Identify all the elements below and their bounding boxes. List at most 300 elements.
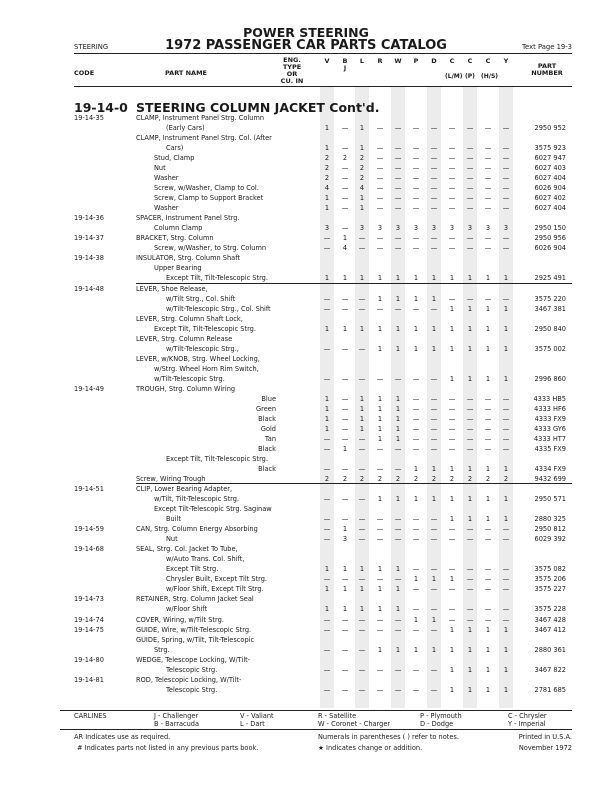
table-row bbox=[0, 584, 612, 594]
quantity-cell: — bbox=[448, 404, 456, 413]
quantity-cell: — bbox=[502, 124, 510, 133]
quantity-cell: — bbox=[323, 374, 331, 383]
quantity-cell: — bbox=[412, 605, 420, 614]
quantity-cell: 1 bbox=[359, 585, 365, 594]
col-header-carline: D bbox=[431, 57, 437, 65]
quantity-cell: — bbox=[484, 444, 492, 453]
table-row bbox=[0, 304, 612, 314]
part-name: Tan bbox=[264, 434, 276, 443]
quantity-cell: 1 bbox=[449, 685, 455, 694]
quantity-cell: 2 bbox=[431, 475, 437, 484]
quantity-cell: — bbox=[376, 164, 384, 173]
quantity-cell: — bbox=[448, 194, 456, 203]
quantity-cell: — bbox=[358, 374, 366, 383]
quantity-cell: — bbox=[430, 535, 438, 544]
part-number: 2925 491 bbox=[534, 274, 566, 283]
quantity-cell: — bbox=[484, 424, 492, 433]
quantity-cell: — bbox=[412, 585, 420, 594]
quantity-cell: — bbox=[341, 144, 349, 153]
quantity-cell: — bbox=[341, 665, 349, 674]
quantity-cell: 1 bbox=[503, 685, 509, 694]
quantity-cell: — bbox=[448, 434, 456, 443]
quantity-cell: — bbox=[376, 304, 384, 313]
quantity-cell: — bbox=[394, 465, 402, 474]
quantity-cell: — bbox=[466, 585, 474, 594]
quantity-cell: — bbox=[394, 174, 402, 183]
quantity-cell: 1 bbox=[503, 465, 509, 474]
quantity-cell: 1 bbox=[377, 434, 383, 443]
part-number: 6029 392 bbox=[534, 535, 566, 544]
quantity-cell: — bbox=[376, 625, 384, 634]
quantity-cell: — bbox=[341, 575, 349, 584]
quantity-cell: — bbox=[466, 294, 474, 303]
quantity-cell: — bbox=[466, 414, 474, 423]
quantity-cell: — bbox=[341, 194, 349, 203]
quantity-cell: — bbox=[430, 304, 438, 313]
printed-in: Printed in U.S.A. bbox=[518, 733, 572, 741]
part-name: Screw, Wiring Trough bbox=[136, 475, 206, 484]
part-name: COVER, Wiring, w/Tilt Strg. bbox=[136, 615, 224, 624]
quantity-cell: 1 bbox=[485, 324, 491, 333]
quantity-cell: — bbox=[394, 164, 402, 173]
quantity-cell: — bbox=[466, 535, 474, 544]
quantity-cell: 1 bbox=[395, 585, 401, 594]
quantity-cell: — bbox=[376, 465, 384, 474]
quantity-cell: 1 bbox=[503, 324, 509, 333]
part-name: TROUGH, Strg. Column Wiring bbox=[136, 384, 236, 393]
quantity-cell: 1 bbox=[431, 465, 437, 474]
quantity-cell: 1 bbox=[359, 124, 365, 133]
quantity-cell: 1 bbox=[324, 605, 330, 614]
part-name: Black bbox=[258, 414, 276, 423]
quantity-cell: — bbox=[394, 515, 402, 524]
col-header-part-name: PART NAME bbox=[165, 69, 207, 77]
quantity-cell: — bbox=[502, 404, 510, 413]
quantity-cell: — bbox=[323, 575, 331, 584]
part-number: 2880 361 bbox=[534, 645, 566, 654]
quantity-cell: 3 bbox=[359, 224, 365, 233]
quantity-cell: — bbox=[466, 234, 474, 243]
quantity-cell: — bbox=[466, 154, 474, 163]
quantity-cell: — bbox=[466, 144, 474, 153]
quantity-cell: — bbox=[502, 154, 510, 163]
quantity-cell: — bbox=[430, 525, 438, 534]
quantity-cell: — bbox=[466, 164, 474, 173]
quantity-cell: 1 bbox=[467, 645, 473, 654]
quantity-cell: 1 bbox=[342, 565, 348, 574]
quantity-cell: 1 bbox=[377, 404, 383, 413]
quantity-cell: — bbox=[466, 575, 474, 584]
quantity-cell: 1 bbox=[503, 665, 509, 674]
quantity-cell: — bbox=[430, 565, 438, 574]
part-name: Except Tilt-Telescopic Strg. Saginaw bbox=[154, 505, 272, 514]
quantity-cell: 1 bbox=[324, 324, 330, 333]
table-row bbox=[0, 635, 612, 645]
table-row bbox=[0, 203, 612, 213]
quantity-cell: — bbox=[358, 515, 366, 524]
group-code: 19-14-73 bbox=[74, 595, 104, 604]
quantity-cell: — bbox=[323, 234, 331, 243]
table-row bbox=[0, 675, 612, 685]
table-row bbox=[0, 294, 612, 304]
quantity-cell: — bbox=[412, 374, 420, 383]
quantity-cell: 1 bbox=[467, 324, 473, 333]
quantity-cell: — bbox=[412, 194, 420, 203]
quantity-cell: 1 bbox=[449, 465, 455, 474]
quantity-cell: — bbox=[412, 154, 420, 163]
part-name: CLIP, Lower Bearing Adapter, bbox=[136, 485, 233, 494]
quantity-cell: — bbox=[502, 204, 510, 213]
col-header-code: CODE bbox=[74, 69, 95, 77]
quantity-cell: — bbox=[502, 615, 510, 624]
quantity-cell: 1 bbox=[449, 665, 455, 674]
quantity-cell: — bbox=[323, 645, 331, 654]
quantity-cell: 1 bbox=[324, 194, 330, 203]
quantity-cell: — bbox=[358, 525, 366, 534]
quantity-cell: — bbox=[484, 605, 492, 614]
quantity-cell: — bbox=[412, 565, 420, 574]
table-row bbox=[0, 153, 612, 163]
part-name: CLAMP, Instrument Panel Strg. Column bbox=[136, 114, 265, 122]
quantity-cell: 1 bbox=[377, 274, 383, 283]
quantity-cell: — bbox=[412, 124, 420, 133]
quantity-cell: — bbox=[448, 184, 456, 193]
quantity-cell: — bbox=[484, 414, 492, 423]
quantity-cell: — bbox=[358, 234, 366, 243]
group-code: 19-14-36 bbox=[74, 214, 104, 223]
quantity-cell: 1 bbox=[413, 575, 419, 584]
quantity-cell: — bbox=[358, 535, 366, 544]
quantity-cell: — bbox=[412, 404, 420, 413]
quantity-cell: 1 bbox=[467, 304, 473, 313]
table-row bbox=[0, 434, 612, 444]
quantity-cell: — bbox=[341, 174, 349, 183]
quantity-cell: — bbox=[394, 615, 402, 624]
carline-legend-item: V - Valiant bbox=[240, 712, 274, 720]
quantity-cell: — bbox=[430, 234, 438, 243]
quantity-cell: 2 bbox=[377, 475, 383, 484]
part-name: Screw, Clamp to Support Bracket bbox=[154, 194, 264, 203]
table-row bbox=[0, 464, 612, 474]
quantity-cell: 1 bbox=[449, 324, 455, 333]
section-title: STEERING COLUMN JACKET Cont'd. bbox=[136, 100, 380, 115]
quantity-cell: — bbox=[341, 495, 349, 504]
carline-legend-item: C - Chrysler bbox=[508, 712, 547, 720]
quantity-cell: 2 bbox=[359, 475, 365, 484]
quantity-cell: — bbox=[502, 575, 510, 584]
quantity-cell: 1 bbox=[413, 465, 419, 474]
table-row bbox=[0, 314, 612, 324]
quantity-cell: — bbox=[394, 154, 402, 163]
quantity-cell: — bbox=[448, 294, 456, 303]
quantity-cell: 1 bbox=[359, 404, 365, 413]
quantity-cell: — bbox=[376, 535, 384, 544]
quantity-cell: — bbox=[394, 525, 402, 534]
part-name: RETAINER, Strg. Column Jacket Seal bbox=[136, 595, 254, 604]
table-row bbox=[0, 615, 612, 625]
quantity-cell: 1 bbox=[503, 625, 509, 634]
quantity-cell: 1 bbox=[467, 685, 473, 694]
col-header-carline: R bbox=[377, 57, 383, 65]
part-name: w/Floor Shift, Except Tilt Strg. bbox=[166, 585, 264, 594]
quantity-cell: 1 bbox=[377, 414, 383, 423]
table-row bbox=[0, 685, 612, 695]
quantity-cell: — bbox=[323, 495, 331, 504]
table-row bbox=[0, 454, 612, 464]
part-name: w/Auto Trans. Col. Shift, bbox=[166, 555, 245, 564]
quantity-cell: — bbox=[484, 164, 492, 173]
quantity-cell: 1 bbox=[359, 204, 365, 213]
quantity-cell: — bbox=[394, 124, 402, 133]
quantity-cell: — bbox=[430, 124, 438, 133]
carline-legend-item: Y - Imperial bbox=[508, 720, 546, 728]
note-numerals: Numerals in parentheses ( ) refer to notes. bbox=[318, 733, 459, 741]
quantity-cell: 3 bbox=[324, 224, 330, 233]
table-row bbox=[0, 284, 612, 294]
quantity-cell: 1 bbox=[395, 324, 401, 333]
quantity-cell: 1 bbox=[431, 495, 437, 504]
part-number: 6027 404 bbox=[534, 204, 566, 213]
quantity-cell: — bbox=[341, 424, 349, 433]
group-code: 19-14-38 bbox=[74, 254, 104, 263]
quantity-cell: — bbox=[430, 665, 438, 674]
part-number: 4333 HT7 bbox=[533, 434, 566, 443]
part-name: Except Tilt, Tilt-Telescopic Strg. bbox=[166, 455, 268, 464]
quantity-cell: — bbox=[430, 414, 438, 423]
part-name: Nut bbox=[166, 535, 178, 544]
quantity-cell: — bbox=[394, 304, 402, 313]
col-header-carline: W bbox=[394, 57, 402, 65]
table-row bbox=[0, 263, 612, 273]
quantity-cell: 1 bbox=[467, 274, 473, 283]
table-row bbox=[0, 324, 612, 334]
quantity-cell: — bbox=[412, 515, 420, 524]
table-row bbox=[0, 123, 612, 133]
carlines-label: CARLINES bbox=[74, 712, 107, 720]
quantity-cell: 1 bbox=[413, 495, 419, 504]
quantity-cell: — bbox=[376, 174, 384, 183]
quantity-cell: — bbox=[323, 244, 331, 253]
quantity-cell: 1 bbox=[395, 394, 401, 403]
table-row bbox=[0, 504, 612, 514]
carline-legend-item: B - Barracuda bbox=[154, 720, 200, 728]
part-number: 6026 904 bbox=[534, 184, 566, 193]
footer-rule-top bbox=[60, 710, 572, 711]
table-row bbox=[0, 655, 612, 665]
quantity-cell: — bbox=[358, 434, 366, 443]
quantity-cell: — bbox=[341, 204, 349, 213]
quantity-cell: — bbox=[466, 184, 474, 193]
part-name: Strg. bbox=[154, 645, 170, 654]
carline-legend-item: W - Coronet - Charger bbox=[318, 720, 391, 728]
quantity-cell: — bbox=[466, 615, 474, 624]
part-name: w/Tilt-Telescopic Strg., Col. Shift bbox=[166, 304, 271, 313]
quantity-cell: — bbox=[341, 374, 349, 383]
part-number: 2950 956 bbox=[534, 234, 566, 243]
part-number: 3575 002 bbox=[534, 344, 566, 353]
quantity-cell: — bbox=[358, 465, 366, 474]
quantity-cell: 1 bbox=[377, 294, 383, 303]
part-name: w/Tilt, Tilt-Telescopic Strg. bbox=[154, 495, 240, 504]
quantity-cell: — bbox=[323, 344, 331, 353]
quantity-cell: 1 bbox=[395, 344, 401, 353]
quantity-cell: 1 bbox=[324, 394, 330, 403]
quantity-cell: — bbox=[376, 244, 384, 253]
quantity-cell: 1 bbox=[377, 645, 383, 654]
table-row bbox=[0, 534, 612, 544]
quantity-cell: 1 bbox=[449, 645, 455, 654]
quantity-cell: — bbox=[358, 645, 366, 654]
part-name: Upper Bearing bbox=[154, 264, 202, 273]
col-header-carline: B J bbox=[342, 57, 348, 72]
carline-legend-item: R - Satellite bbox=[318, 712, 357, 720]
quantity-cell: — bbox=[448, 174, 456, 183]
quantity-cell: — bbox=[412, 184, 420, 193]
quantity-cell: — bbox=[448, 164, 456, 173]
quantity-cell: — bbox=[484, 194, 492, 203]
quantity-cell: — bbox=[376, 515, 384, 524]
part-number: 3575 206 bbox=[534, 575, 566, 584]
quantity-cell: 3 bbox=[431, 224, 437, 233]
quantity-cell: 1 bbox=[377, 565, 383, 574]
quantity-cell: 1 bbox=[395, 404, 401, 413]
part-name: Nut bbox=[154, 164, 166, 173]
quantity-cell: — bbox=[376, 124, 384, 133]
quantity-cell: 1 bbox=[395, 414, 401, 423]
part-number: 9432 699 bbox=[534, 475, 566, 484]
quantity-cell: — bbox=[323, 294, 331, 303]
quantity-cell: 1 bbox=[359, 565, 365, 574]
quantity-cell: — bbox=[358, 344, 366, 353]
quantity-cell: — bbox=[358, 244, 366, 253]
quantity-cell: — bbox=[448, 585, 456, 594]
table-row bbox=[0, 524, 612, 534]
quantity-cell: — bbox=[466, 434, 474, 443]
quantity-cell: — bbox=[394, 685, 402, 694]
quantity-cell: — bbox=[323, 444, 331, 453]
quantity-cell: 1 bbox=[485, 465, 491, 474]
quantity-cell: — bbox=[412, 525, 420, 534]
quantity-cell: 1 bbox=[485, 515, 491, 524]
part-name: Green bbox=[256, 404, 276, 413]
quantity-cell: — bbox=[466, 565, 474, 574]
part-name: Cars) bbox=[166, 144, 184, 153]
quantity-cell: 1 bbox=[413, 294, 419, 303]
quantity-cell: — bbox=[341, 224, 349, 233]
quantity-cell: — bbox=[358, 444, 366, 453]
quantity-cell: — bbox=[394, 194, 402, 203]
table-row bbox=[0, 444, 612, 454]
part-number: 4333 HF6 bbox=[534, 404, 566, 413]
part-number: 4333 FX9 bbox=[534, 414, 566, 423]
quantity-cell: — bbox=[484, 234, 492, 243]
quantity-cell: — bbox=[448, 204, 456, 213]
col-header-eng-type: ENG. TYPE OR CU. IN bbox=[280, 56, 304, 85]
part-number: 6026 904 bbox=[534, 244, 566, 253]
quantity-cell: 1 bbox=[431, 645, 437, 654]
part-name: BRACKET, Strg. Column bbox=[136, 234, 214, 243]
quantity-cell: 1 bbox=[324, 565, 330, 574]
quantity-cell: — bbox=[376, 374, 384, 383]
quantity-cell: 1 bbox=[485, 685, 491, 694]
quantity-cell: — bbox=[466, 194, 474, 203]
quantity-cell: 2 bbox=[449, 475, 455, 484]
part-name: (Early Cars) bbox=[166, 124, 205, 133]
quantity-cell: — bbox=[484, 434, 492, 443]
quantity-cell: 1 bbox=[359, 394, 365, 403]
quantity-cell: 1 bbox=[503, 344, 509, 353]
quantity-cell: 1 bbox=[431, 344, 437, 353]
quantity-cell: — bbox=[484, 394, 492, 403]
note-change: ★ Indicates change or addition. bbox=[318, 744, 423, 752]
part-number: 3575 228 bbox=[534, 605, 566, 614]
part-name: INSULATOR, Strg. Column Shaft bbox=[136, 254, 240, 263]
quantity-cell: 1 bbox=[449, 575, 455, 584]
quantity-cell: — bbox=[412, 424, 420, 433]
quantity-cell: — bbox=[430, 174, 438, 183]
quantity-cell: — bbox=[358, 575, 366, 584]
carline-legend-item: L - Dart bbox=[240, 720, 265, 728]
quantity-cell: 3 bbox=[503, 224, 509, 233]
quantity-cell: — bbox=[341, 304, 349, 313]
quantity-cell: — bbox=[376, 444, 384, 453]
part-name: LEVER, Shoe Release, bbox=[136, 284, 208, 293]
quantity-cell: — bbox=[502, 164, 510, 173]
quantity-cell: — bbox=[323, 625, 331, 634]
part-name: LEVER, w/KNOB, Strg. Wheel Locking, bbox=[136, 354, 260, 363]
quantity-cell: — bbox=[466, 424, 474, 433]
part-number: 2950 840 bbox=[534, 324, 566, 333]
quantity-cell: — bbox=[502, 184, 510, 193]
quantity-cell: — bbox=[358, 685, 366, 694]
part-name: Washer bbox=[154, 174, 179, 183]
quantity-cell: — bbox=[502, 605, 510, 614]
catalog-title: POWER STEERING bbox=[243, 25, 369, 40]
quantity-cell: — bbox=[376, 575, 384, 584]
part-name: WEDGE, Telescope Locking, W/Tilt- bbox=[136, 655, 251, 664]
table-row bbox=[0, 183, 612, 193]
quantity-cell: — bbox=[502, 525, 510, 534]
part-number: 3575 923 bbox=[534, 144, 566, 153]
quantity-cell: — bbox=[448, 535, 456, 544]
quantity-cell: 2 bbox=[359, 154, 365, 163]
part-name: CLAMP, Instrument Panel Strg. Col. (After bbox=[136, 134, 272, 143]
quantity-cell: — bbox=[430, 204, 438, 213]
quantity-cell: 1 bbox=[359, 144, 365, 153]
quantity-cell: — bbox=[430, 244, 438, 253]
group-code: 19-14-59 bbox=[74, 525, 104, 534]
quantity-cell: 1 bbox=[449, 495, 455, 504]
quantity-cell: 1 bbox=[359, 605, 365, 614]
quantity-cell: — bbox=[341, 625, 349, 634]
quantity-cell: — bbox=[430, 194, 438, 203]
part-number: 3467 822 bbox=[534, 665, 566, 674]
group-code: 19-14-51 bbox=[74, 485, 104, 494]
catalog-subtitle: 1972 PASSENGER CAR PARTS CATALOG bbox=[165, 38, 447, 53]
table-row bbox=[0, 344, 612, 354]
quantity-cell: 1 bbox=[449, 374, 455, 383]
part-name: Washer bbox=[154, 204, 179, 213]
quantity-cell: — bbox=[430, 515, 438, 524]
group-code: 19-14-37 bbox=[74, 234, 104, 243]
quantity-cell: 1 bbox=[359, 424, 365, 433]
quantity-cell: — bbox=[448, 424, 456, 433]
quantity-cell: 4 bbox=[342, 244, 348, 253]
quantity-cell: 1 bbox=[467, 465, 473, 474]
table-row bbox=[0, 394, 612, 404]
quantity-cell: — bbox=[394, 204, 402, 213]
quantity-cell: 1 bbox=[431, 294, 437, 303]
